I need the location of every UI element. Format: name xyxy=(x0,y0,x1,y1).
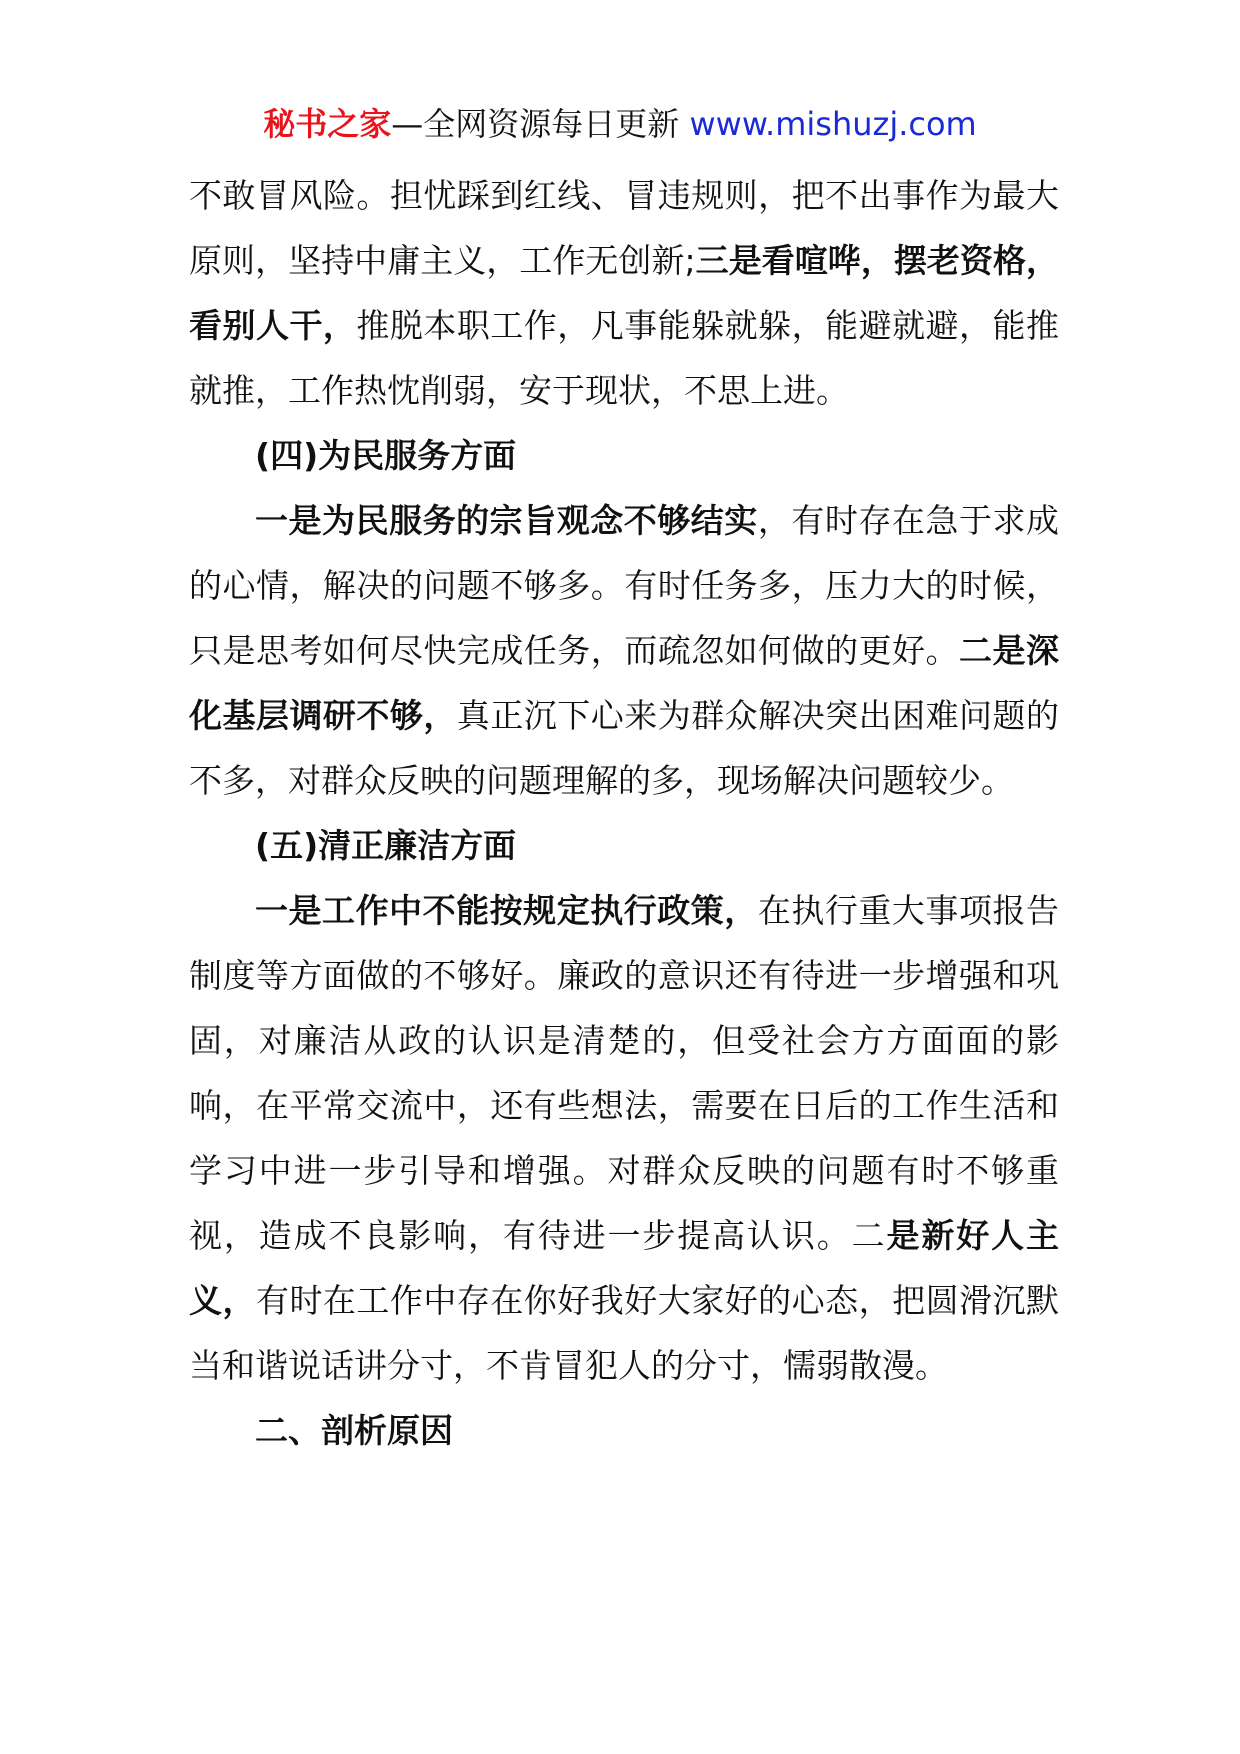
paragraph-bold-text: 是新好人主义， xyxy=(189,1216,1059,1320)
header-tagline: —全网资源每日更新 xyxy=(391,105,690,143)
paragraph-integrity xyxy=(189,878,1059,1398)
paragraph-bold-text: 一是工作中不能按规定执行政策， xyxy=(255,891,758,930)
paragraph-text: 不敢冒风险。担忧踩到红线、冒违规则，把不出事作为最大原则，坚持中庸主义，工作无创新; xyxy=(189,176,1059,280)
paragraph-bold-text: 二是深化基层调研不够， xyxy=(189,631,1060,735)
subsection-heading-integrity: (五)清正廉洁方面 xyxy=(255,826,517,865)
paragraph-text: ，有时存在急于求成的心情，解决的问题不够多。有时任务多，压力大的时候，只是思考如何尽快完成任务，而疏忽如何做的更好。 xyxy=(189,501,1060,670)
paragraph-text: 在执行重大事项报告制度等方面做的不够好。廉政的意识还有待进一步增强和巩固，对廉洁从政的认识是清楚的，但受社会方方面面的影响，在平常交流中，还有些想法，需要在日后的工作生活和学习中进一步引导和增强。对群众反映的问题有时不够重视，造成不良影响，有待进一步提高认识。二 xyxy=(189,891,1060,1255)
paragraph-service xyxy=(189,488,1059,813)
paragraph-text: 有时在工作中存在你好我好大家好的心态，把圆滑沉默当和谐说话讲分寸，不肯冒犯人的分寸，懦弱散漫。 xyxy=(189,1281,1060,1385)
paragraph-continuation xyxy=(189,163,1059,423)
header-url-link[interactable]: www.mishuzj.com xyxy=(689,105,977,143)
paragraph-bold-text: 一是为民服务的宗旨观念不够结实 xyxy=(255,501,758,540)
page-header xyxy=(0,98,1240,150)
subsection-heading-service: (四)为民服务方面 xyxy=(255,436,517,475)
paragraph-text: 真正沉下心来为群众解决突出困难问题的不多，对群众反映的问题理解的多，现场解决问题较少。 xyxy=(189,696,1060,800)
section-heading-causes: 二、剖析原因 xyxy=(255,1411,453,1450)
paragraph-text: 推脱本职工作，凡事能躲就躲，能避就避，能推就推，工作热忱削弱，安于现状，不思上进。 xyxy=(189,306,1060,410)
paragraph-bold-text: 三是看喧哗，摆老资格，看别人干， xyxy=(189,241,1059,345)
header-brand: 秘书之家 xyxy=(263,105,392,143)
document-body xyxy=(189,163,1059,1463)
